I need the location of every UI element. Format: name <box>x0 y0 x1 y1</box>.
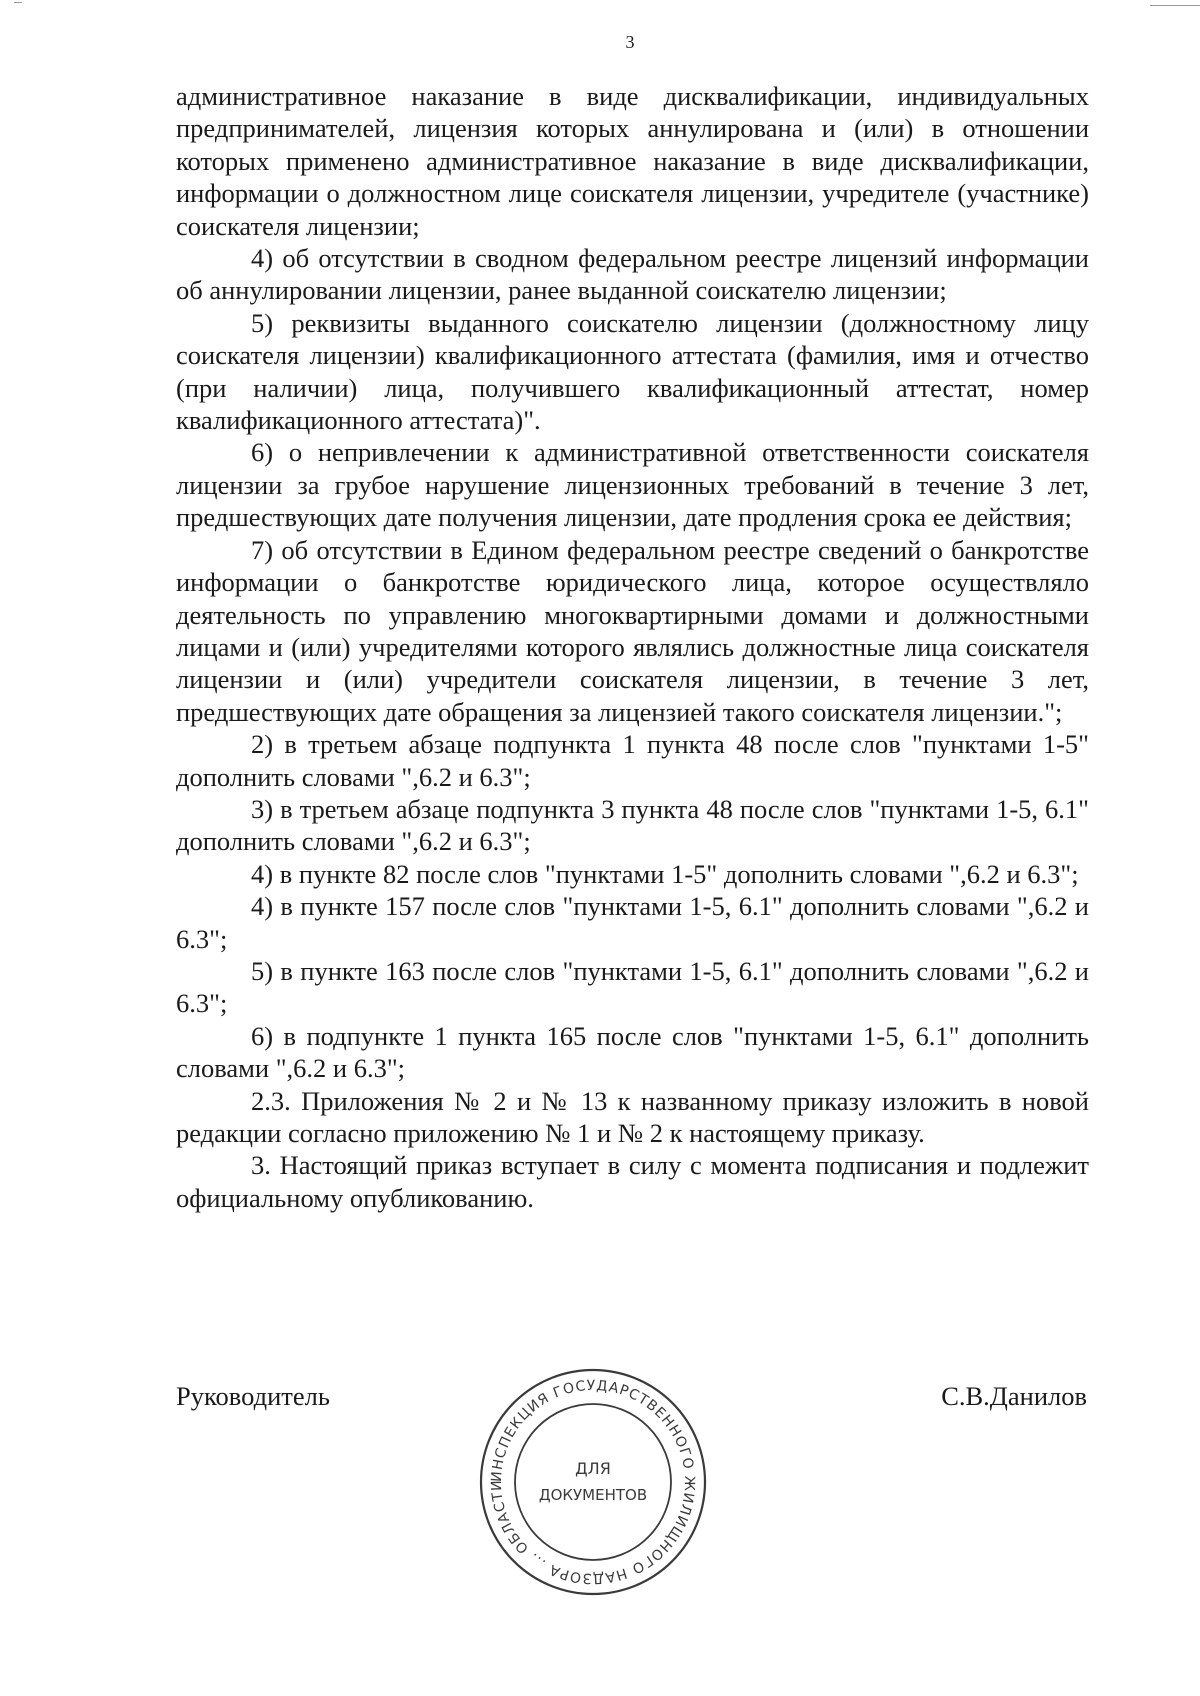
paragraph: 3) в третьем абзаце подпункта 3 пункта 48 после слов "пунктами 1-5, 6.1" дополнить словами ",6.2 и 6.3"; <box>176 793 1089 857</box>
paragraph: 2) в третьем абзаце подпункта 1 пункта 48 после слов "пунктами 1-5" дополнить словами ",6.2 и 6.3"; <box>176 729 1089 792</box>
stamp-center-line2: ДОКУМЕНТОВ <box>538 1486 648 1504</box>
paragraph: 2.3. Приложения № 2 и № 13 к названному приказу изложить в новой редакции согласно приложению № 1 и № 2 к настоящему приказу. <box>176 1085 1089 1148</box>
stamp-ring-text: ИНСПЕКЦИЯ ГОСУДАРСТВЕННОГО ЖИЛИЩНОГО НАДЗОРА ... ОБЛАСТИ <box>488 1377 698 1587</box>
signature-name: С.В.Данилов <box>941 1381 1087 1411</box>
paragraph: 7) об отсутствии в Едином федеральном реестре сведений о банкротстве информации о банкротстве юридического лица, которое осуществляло деятельность по управлению многоквартирными домами и должностными лицами и (или) учредителями которого являлись должностные лица соискателя лицензии и (или) учредители соискателя лицензии, в течение 3 лет, предшествующих дате обращения за лицензией такого соискателя лицензии."; <box>176 534 1089 727</box>
paragraph: 4) об отсутствии в сводном федеральном реестре лицензий информации об аннулировании лицензии, ранее выданной соискателю лицензии; <box>176 243 1089 306</box>
document-body <box>176 80 1089 1214</box>
paragraph: 4) в пункте 157 после слов "пунктами 1-5, 6.1" дополнить словами ",6.2 и 6.3"; <box>176 891 1089 954</box>
stamp-inner-ring <box>515 1404 671 1560</box>
scan-mark-top-right <box>1150 5 1200 6</box>
paragraph: 5) реквизиты выданного соискателю лицензии (должностному лицу соискателя лицензии) квалификационного аттестата (фамилия, имя и отчество (при наличии) лица, получившего квалификационный аттестат, номер квалификационного аттестата)". <box>176 307 1089 436</box>
signature-position: Руководитель <box>176 1381 330 1411</box>
page-number: 3 <box>625 32 635 52</box>
stamp-center-line1: ДЛЯ <box>575 1459 611 1478</box>
paragraph: 5) в пункте 163 после слов "пунктами 1-5, 6.1" дополнить словами ",6.2 и 6.3"; <box>176 955 1089 1019</box>
paragraph: 4) в пункте 82 после слов "пунктами 1-5" дополнить словами ",6.2 и 6.3"; <box>251 858 1079 889</box>
paragraph: 6) в подпункте 1 пункта 165 после слов "пунктами 1-5, 6.1" дополнить словами ",6.2 и 6.3"; <box>176 1020 1089 1084</box>
scan-mark-top-left <box>14 2 22 3</box>
official-stamp <box>473 1362 713 1602</box>
paragraph: 6) о непривлечении к административной ответственности соискателя лицензии за грубое нарушение лицензионных требований в течение 3 лет, предшествующих дате получения лицензии, дате продления срока ее действия; <box>176 437 1089 533</box>
paragraph: административное наказание в виде дисквалификации, индивидуальных предпринимателей, лицензия которых аннулирована и (или) в отношении которых применено административное наказание в виде дисквалификации, информации о должностном лице соискателя лицензии, учредителе (участнике) соискателя лицензии; <box>176 81 1089 241</box>
paragraph: 3. Настоящий приказ вступает в силу с момента подписания и подлежит официальному опубликованию. <box>176 1150 1089 1213</box>
